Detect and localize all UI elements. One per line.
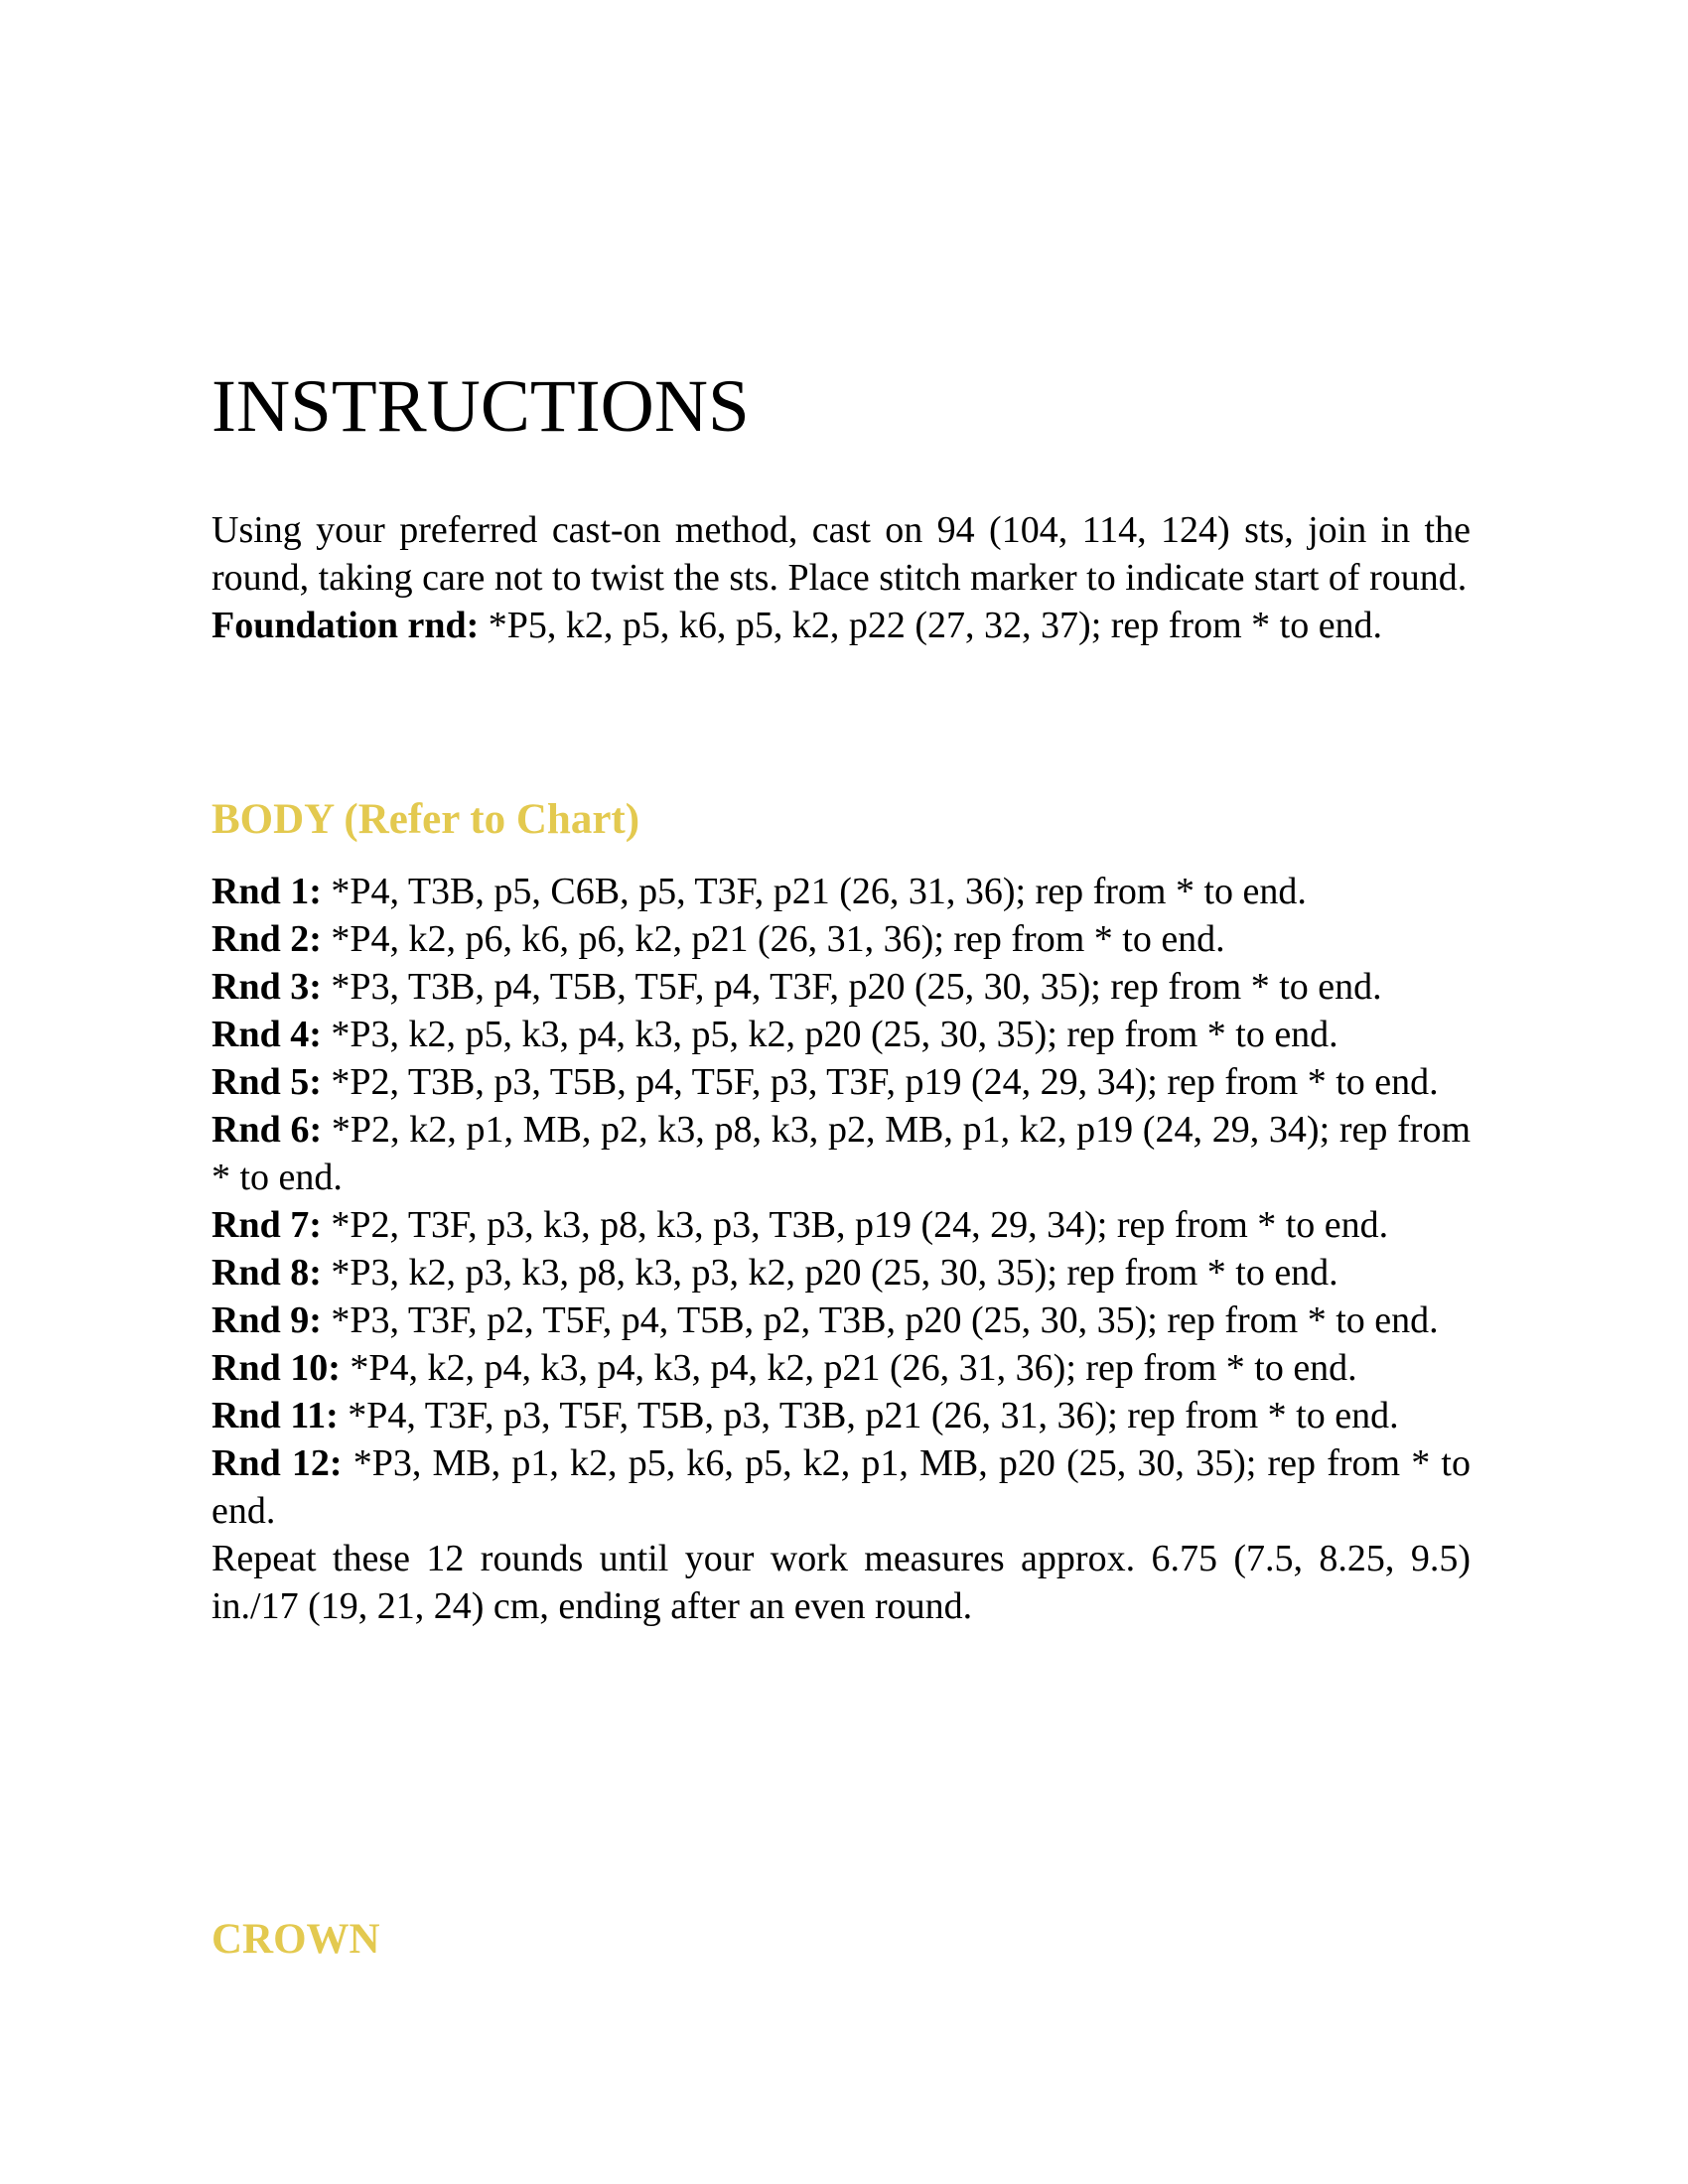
- round-label: Rnd 10:: [211, 1347, 341, 1389]
- round-label: Rnd 6:: [211, 1109, 323, 1151]
- crown-heading: CROWN: [211, 1916, 380, 1963]
- round-text: *P3, k2, p3, k3, p8, k3, p3, k2, p20 (25, 30, 35); rep from * to end.: [321, 1252, 1338, 1294]
- round-label: Rnd 5:: [211, 1061, 322, 1103]
- round-7: [211, 1201, 1471, 1249]
- round-6: [211, 1106, 1471, 1201]
- round-8: [211, 1249, 1471, 1297]
- round-4: [211, 1011, 1471, 1058]
- foundation-label: Foundation rnd:: [211, 605, 480, 646]
- round-text: *P4, k2, p6, k6, p6, k2, p21 (26, 31, 36); rep from * to end.: [321, 918, 1225, 960]
- round-text: *P3, T3B, p4, T5B, T5F, p4, T3F, p20 (25, 30, 35); rep from * to end.: [321, 966, 1382, 1008]
- round-2: [211, 915, 1471, 963]
- repeat-instruction: Repeat these 12 rounds until your work measures approx. 6.75 (7.5, 8.25, 9.5) in./17 (19, 21, 24) cm, ending after an even round.: [211, 1538, 1471, 1627]
- round-label: Rnd 8:: [211, 1252, 322, 1294]
- round-label: Rnd 7:: [211, 1204, 322, 1246]
- round-label: Rnd 4:: [211, 1014, 322, 1055]
- page-title: INSTRUCTIONS: [211, 365, 750, 448]
- intro-paragraph: Using your preferred cast-on method, cast on 94 (104, 114, 124) sts, join in the round, taking care not to twist the sts. Place stitch marker to indicate start of round.: [211, 509, 1471, 599]
- round-text: *P3, k2, p5, k3, p4, k3, p5, k2, p20 (25, 30, 35); rep from * to end.: [321, 1014, 1338, 1055]
- round-label: Rnd 1:: [211, 871, 322, 912]
- round-1: [211, 868, 1471, 915]
- round-label: Rnd 11:: [211, 1395, 339, 1436]
- round-text: *P4, T3B, p5, C6B, p5, T3F, p21 (26, 31, 36); rep from * to end.: [321, 871, 1307, 912]
- round-text: *P2, T3F, p3, k3, p8, k3, p3, T3B, p19 (24, 29, 34); rep from * to end.: [321, 1204, 1389, 1246]
- round-10: [211, 1344, 1471, 1392]
- body-rounds: [211, 868, 1471, 1630]
- round-text: *P3, MB, p1, k2, p5, k6, p5, k2, p1, MB, p20 (25, 30, 35); rep from * to end.: [211, 1442, 1471, 1532]
- round-5: [211, 1058, 1471, 1106]
- round-11: [211, 1392, 1471, 1439]
- round-9: [211, 1297, 1471, 1344]
- round-3: [211, 963, 1471, 1011]
- round-12: [211, 1439, 1471, 1535]
- foundation-round: [211, 602, 1471, 649]
- body-heading: BODY (Refer to Chart): [211, 796, 640, 843]
- round-text: *P2, k2, p1, MB, p2, k3, p8, k3, p2, MB, p1, k2, p19 (24, 29, 34); rep from * to end.: [211, 1109, 1471, 1198]
- round-text: *P2, T3B, p3, T5B, p4, T5F, p3, T3F, p19 (24, 29, 34); rep from * to end.: [321, 1061, 1439, 1103]
- round-label: Rnd 9:: [211, 1299, 322, 1341]
- intro-section: [211, 506, 1471, 649]
- round-text: *P4, k2, p4, k3, p4, k3, p4, k2, p21 (26, 31, 36); rep from * to end.: [340, 1347, 1357, 1389]
- round-label: Rnd 2:: [211, 918, 322, 960]
- round-text: *P4, T3F, p3, T5F, T5B, p3, T3B, p21 (26, 31, 36); rep from * to end.: [338, 1395, 1399, 1436]
- foundation-text: *P5, k2, p5, k6, p5, k2, p22 (27, 32, 37); rep from * to end.: [479, 605, 1383, 646]
- round-label: Rnd 12:: [211, 1442, 343, 1484]
- round-label: Rnd 3:: [211, 966, 322, 1008]
- round-text: *P3, T3F, p2, T5F, p4, T5B, p2, T3B, p20 (25, 30, 35); rep from * to end.: [321, 1299, 1439, 1341]
